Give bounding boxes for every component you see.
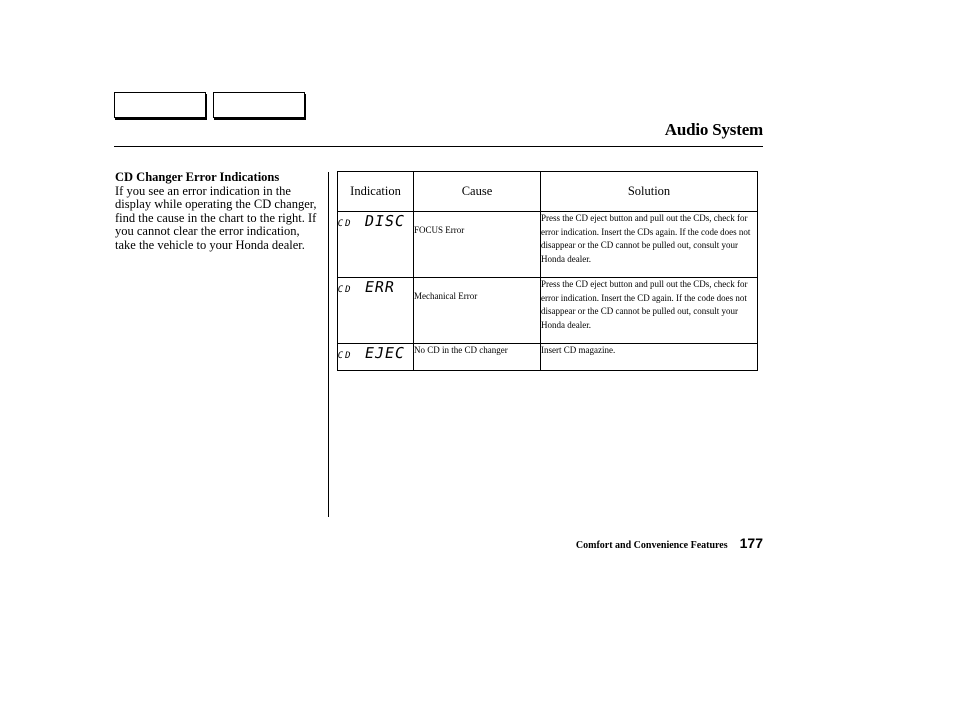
lcd-code: EJEC	[363, 344, 407, 362]
footer-section-name: Comfort and Convenience Features	[575, 540, 728, 551]
cause-cell: Mechanical Error	[414, 278, 541, 344]
nav-button-index[interactable]	[213, 92, 305, 118]
page-footer	[576, 535, 763, 551]
table-row	[338, 212, 758, 278]
column-header-indication: Indication	[338, 172, 414, 212]
nav-button-contents[interactable]	[114, 92, 206, 118]
table-row	[338, 278, 758, 344]
indication-cell	[338, 278, 414, 344]
solution-cell: Press the CD eject button and pull out the CDs, check for error indication. Insert the CDs again. If the code does not disappear or the CD cannot be pulled out, consult your Honda dealer.	[541, 212, 758, 278]
cause-cell: No CD in the CD changer	[414, 344, 541, 371]
cause-cell: FOCUS Error	[414, 212, 541, 278]
lcd-display-err	[336, 278, 396, 296]
solution-cell: Press the CD eject button and pull out the CDs, check for error indication. Insert the CD again. If the code does not disappear or the CD cannot be pulled out, consult your Honda dealer.	[541, 278, 758, 344]
table-row	[338, 344, 758, 371]
solution-cell: Insert CD magazine.	[541, 344, 758, 371]
header-divider	[114, 146, 763, 147]
page-title: Audio System	[664, 120, 763, 139]
lcd-display-disc	[336, 212, 406, 230]
column-header-solution: Solution	[541, 172, 758, 212]
lcd-code: DISC	[363, 212, 407, 230]
lcd-code: ERR	[363, 278, 397, 296]
intro-block	[115, 171, 320, 253]
indication-cell	[338, 344, 414, 371]
column-divider	[328, 172, 329, 517]
page-number: 177	[739, 535, 763, 551]
intro-text: If you see an error indication in the display while operating the CD changer, find the cause in the chart to the right. If you cannot clear the error indication, take the vehicle to your Honda dealer.	[115, 183, 317, 252]
lcd-display-ejec	[336, 344, 406, 362]
lcd-prefix: CD	[336, 219, 354, 229]
table-header-row	[338, 172, 758, 212]
indication-cell	[338, 212, 414, 278]
section-heading: CD Changer Error Indications	[115, 170, 280, 184]
column-header-cause: Cause	[414, 172, 541, 212]
lcd-prefix: CD	[336, 285, 354, 295]
lcd-prefix: CD	[336, 351, 354, 361]
error-table	[337, 171, 758, 371]
